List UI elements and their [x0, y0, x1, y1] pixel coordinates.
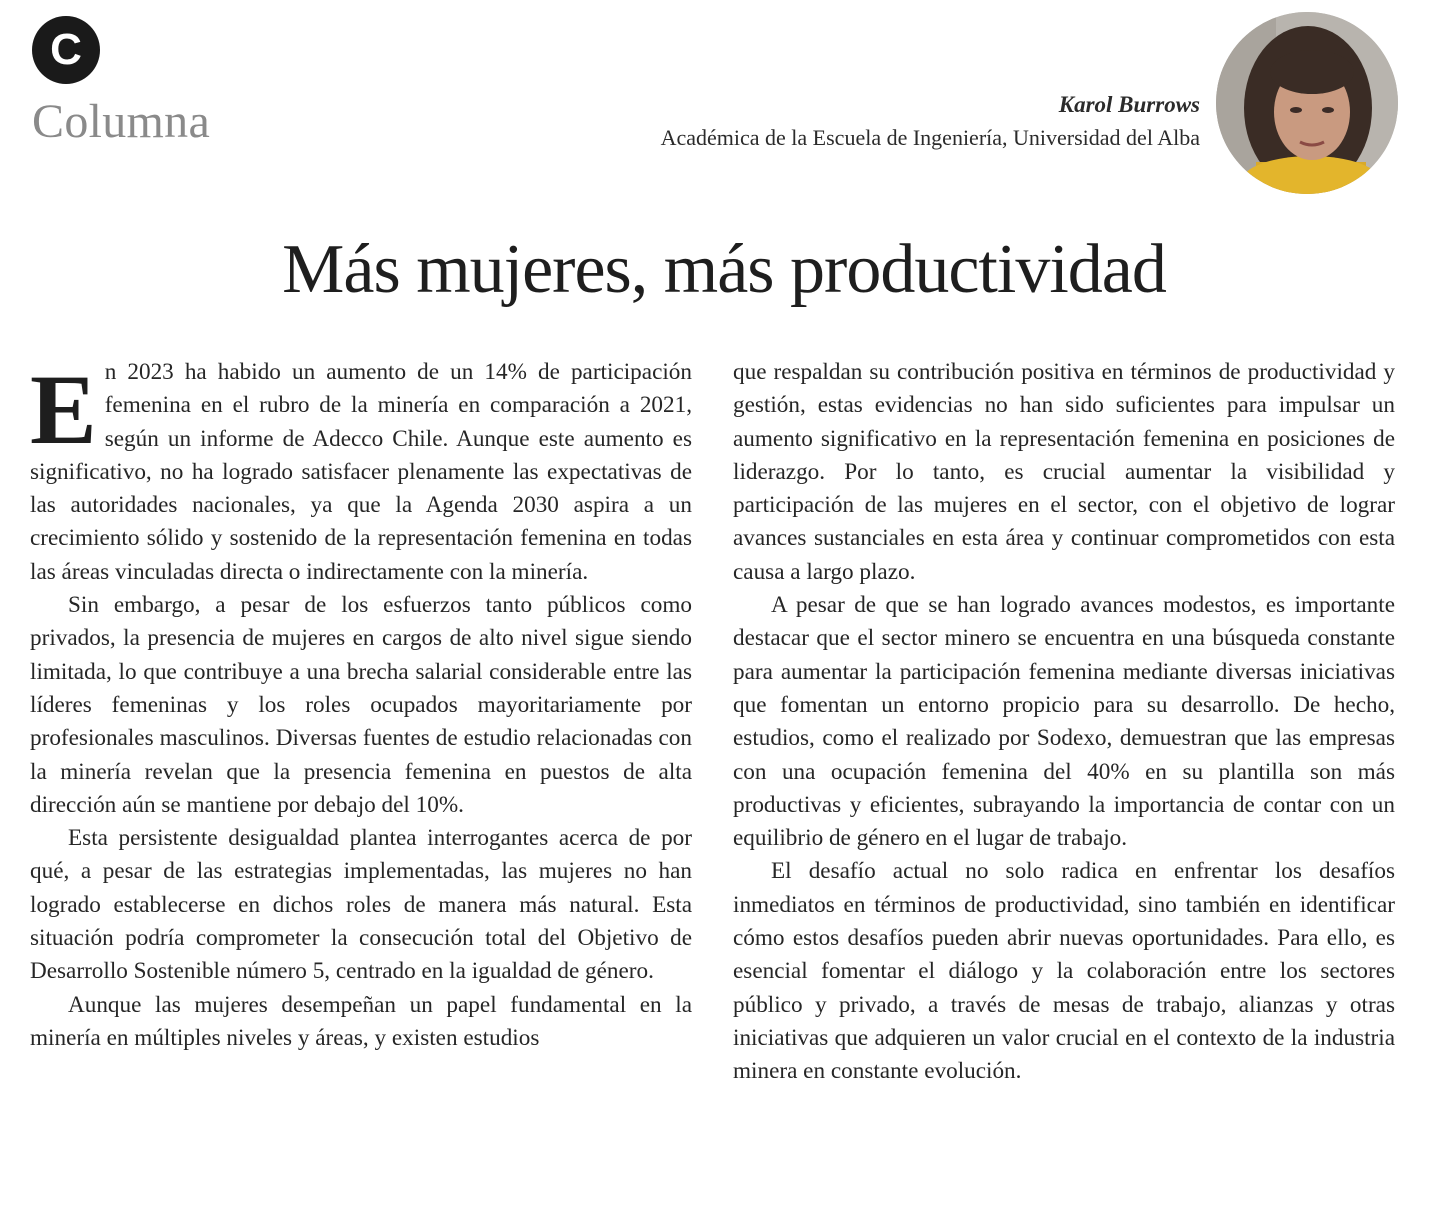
column-badge-letter: C [50, 25, 82, 74]
article-headline: Más mujeres, más productividad [282, 231, 1166, 308]
byline [661, 90, 1200, 154]
drop-cap: E [30, 354, 97, 465]
paragraph-3: Esta persistente desigualdad plantea interrogantes acerca de por qué, a pesar de las estrategias implementadas, las mujeres no han logrado establecerse en dichos roles de manera más natural. Esta situación podría comprometer la consecución total del Objetivo de Desarrollo Sostenible número 5, centrado en la igualdad de género. [30, 825, 692, 985]
author-role: Académica de la Escuela de Ingeniería, Universidad del Alba [660, 125, 1200, 150]
paragraph-2: Sin embargo, a pesar de los esfuerzos tanto públicos como privados, la presencia de mujeres en cargos de alto nivel sigue siendo limitada, lo que contribuye a una brecha salarial considerable entre las líderes femeninas y los roles ocupados mayoritariamente por profesionales masculinos. Diversas fuentes de estudio relacionadas con la minería revelan que la presencia femenina en puestos de alta dirección aún se mantiene por debajo del 10%. [30, 592, 692, 818]
paragraph-1-text: n 2023 ha habido un aumento de un 14% de participación femenina en el rubro de la minería en comparación a 2021, según un informe de Adecco Chile. Aunque este aumento es significativo, no ha logrado satisfacer plenamente las expectativas de las autoridades nacionales, ya que la Agenda 2030 aspira a un crecimiento sólido y sostenido de la representación femenina en todas las áreas vinculadas directa o indirectamente con la minería. [30, 359, 692, 585]
section-label: Columna [32, 95, 211, 148]
author-photo [1216, 12, 1398, 194]
paragraph-4: Aunque las mujeres desempeñan un papel fundamental en la minería en múltiples niveles y áreas, y existen estudios [30, 991, 692, 1051]
paragraph-6: El desafío actual no solo radica en enfrentar los desafíos inmediatos en términos de productividad, sino también en identificar cómo estos desafíos pueden abrir nuevas oportunidades. Para ello, es esencial fomentar el diálogo y la colaboración entre los sectores público y privado, a través de mesas de trabajo, alianzas y otras iniciativas que adquieren un valor crucial en el contexto de la industria minera en constante evolución. [733, 858, 1395, 1085]
paragraph-5: A pesar de que se han logrado avances modestos, es importante destacar que el sector minero se encuentra en una búsqueda constante para aumentar la participación femenina mediante diversas iniciativas que fomentan un entorno propicio para su desarrollo. De hecho, estudios, como el realizado por Sodexo, demuestran que las empresas con una ocupación femenina del 40% en su plantilla son más productivas y eficientes, subrayando la importancia de contar con un equilibrio de género en el lugar de trabajo. [733, 592, 1395, 852]
article-column-right [733, 356, 1395, 1089]
article-column-left [30, 356, 692, 1055]
paragraph-4-continued: que respaldan su contribución positiva en términos de productividad y gestión, estas evidencias no han sido suficientes para impulsar un aumento significativo en la representación femenina en posiciones de liderazgo. Por lo tanto, es crucial aumentar la visibilidad y participación de las mujeres en el sector, con el objetivo de lograr avances sustanciales en esta área y continuar comprometidos con esta causa a largo plazo. [733, 359, 1395, 585]
author-name: Karol Burrows [1058, 92, 1200, 117]
column-badge [32, 16, 100, 84]
paragraph-1 [30, 356, 692, 589]
author-portrait-image [1216, 12, 1398, 194]
